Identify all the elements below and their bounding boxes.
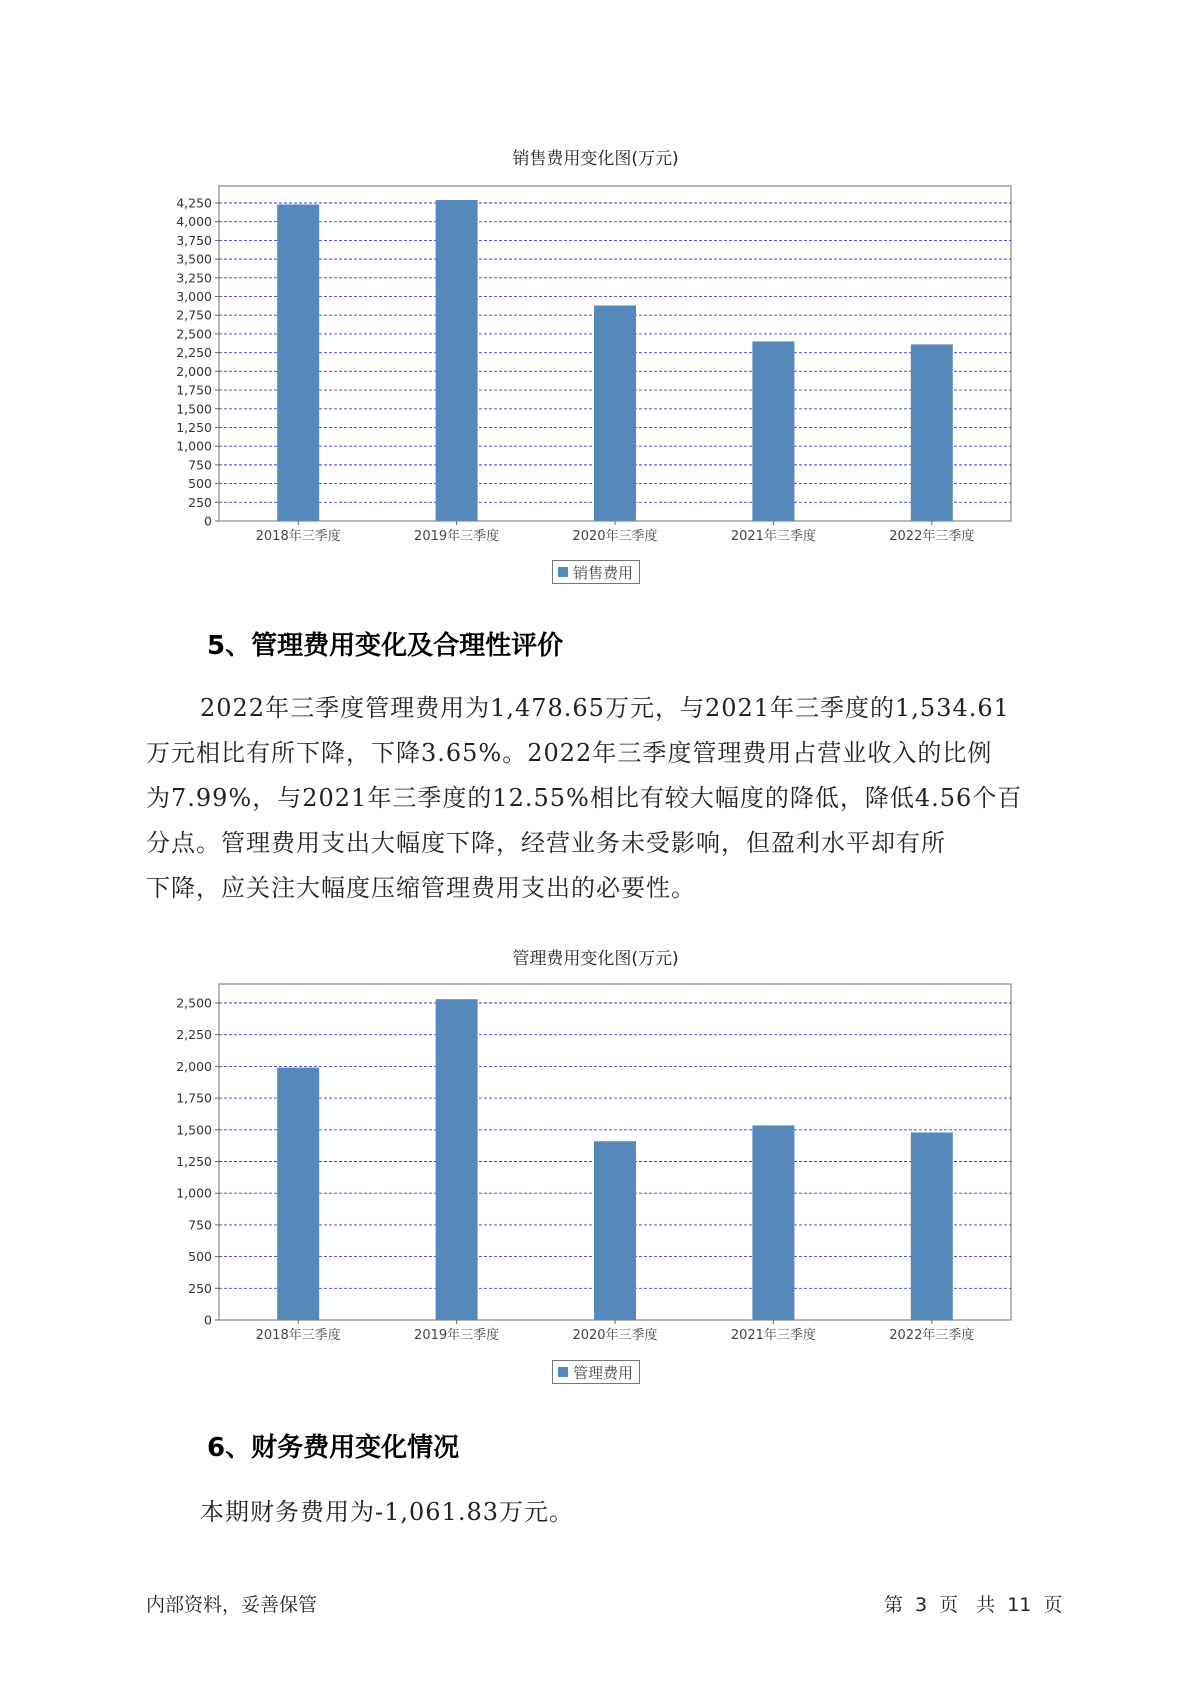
- y-tick-label: 500: [188, 1249, 212, 1265]
- y-tick-label: 1,250: [176, 1154, 212, 1169]
- x-tick-label: 2020年三季度: [572, 529, 658, 544]
- paragraph-line: 下降，应关注大幅度压缩管理费用支出的必要性。: [146, 874, 696, 902]
- section-5-heading: 5、管理费用变化及合理性评价: [207, 631, 564, 661]
- y-tick-label: 250: [188, 1280, 212, 1296]
- y-tick-label: 2,000: [176, 1058, 212, 1074]
- paragraph-line: 本期财务费用为-1,061.83万元。: [200, 1498, 574, 1526]
- page-unit: 页: [939, 1594, 959, 1616]
- footer-page-number: [884, 1590, 1074, 1617]
- x-tick-label: 2018年三季度: [255, 529, 341, 544]
- y-tick-label: 1,750: [176, 1090, 212, 1106]
- y-tick-label: 2,250: [176, 345, 212, 361]
- bar: [752, 1125, 794, 1320]
- total-unit: 页: [1043, 1594, 1063, 1616]
- y-tick-label: 4,000: [176, 214, 212, 230]
- legend-label: 销售费用: [573, 563, 634, 582]
- x-tick-label: 2018年三季度: [255, 1328, 341, 1343]
- paragraph-line: 万元相比有所下降，下降3.65%。2022年三季度管理费用占营业收入的比例: [146, 739, 993, 767]
- page-num: 3: [915, 1594, 928, 1616]
- y-tick-label: 2,500: [176, 995, 212, 1011]
- x-tick-label: 2022年三季度: [889, 529, 975, 544]
- y-tick-label: 3,500: [176, 251, 212, 267]
- bar: [594, 1141, 636, 1320]
- paragraph-line: 为7.99%，与2021年三季度的12.55%相比有较大幅度的降低，降低4.56个百: [146, 784, 1023, 812]
- y-tick-label: 3,250: [176, 270, 212, 286]
- y-tick-label: 0: [204, 1312, 212, 1328]
- y-tick-label: 2,000: [176, 363, 212, 379]
- admin-chart-legend: [552, 1360, 640, 1384]
- y-tick-label: 1,750: [176, 382, 212, 398]
- bar: [277, 1068, 319, 1320]
- x-tick-label: 2019年三季度: [414, 1328, 500, 1343]
- x-tick-label: 2020年三季度: [572, 1328, 658, 1343]
- y-tick-label: 0: [204, 513, 212, 529]
- x-tick-label: 2022年三季度: [889, 1328, 975, 1343]
- section-6-paragraph: [146, 1490, 1046, 1535]
- bar: [436, 999, 478, 1320]
- y-tick-label: 2,500: [176, 326, 212, 342]
- section-6-heading: 6、财务费用变化情况: [207, 1433, 460, 1463]
- y-tick-label: 1,250: [176, 419, 212, 435]
- y-tick-label: 1,500: [176, 1122, 212, 1138]
- sales-chart-title: 销售费用变化图(万元): [512, 149, 679, 169]
- y-tick-label: 1,000: [176, 438, 212, 454]
- y-tick-label: 1,500: [176, 401, 212, 417]
- bar: [911, 1133, 953, 1320]
- y-tick-label: 3,000: [176, 289, 212, 305]
- y-tick-label: 500: [188, 476, 212, 492]
- x-tick-label: 2019年三季度: [414, 529, 500, 544]
- y-tick-label: 750: [188, 457, 212, 473]
- y-tick-label: 750: [188, 1217, 212, 1233]
- page-prefix: 第: [884, 1594, 904, 1616]
- y-tick-label: 4,250: [176, 195, 212, 211]
- legend-label: 管理费用: [573, 1363, 634, 1382]
- paragraph-line: 2022年三季度管理费用为1,478.65万元，与2021年三季度的1,534.61: [200, 694, 1010, 722]
- admin-chart-title: 管理费用变化图(万元): [512, 949, 679, 969]
- x-tick-label: 2021年三季度: [730, 1328, 816, 1343]
- total-prefix: 共: [976, 1594, 996, 1616]
- legend-swatch: [558, 1367, 568, 1377]
- y-tick-label: 3,750: [176, 232, 212, 248]
- paragraph-line: 分点。管理费用支出大幅度下降，经营业务未受影响，但盈利水平却有所: [146, 829, 946, 857]
- y-tick-label: 250: [188, 494, 212, 510]
- y-tick-label: 2,250: [176, 1027, 212, 1043]
- y-tick-label: 2,750: [176, 307, 212, 323]
- footer-confidential-note: 内部资料，妥善保管: [146, 1594, 318, 1616]
- y-tick-label: 1,000: [176, 1185, 212, 1201]
- total-num: 11: [1007, 1594, 1032, 1616]
- x-tick-label: 2021年三季度: [730, 529, 816, 544]
